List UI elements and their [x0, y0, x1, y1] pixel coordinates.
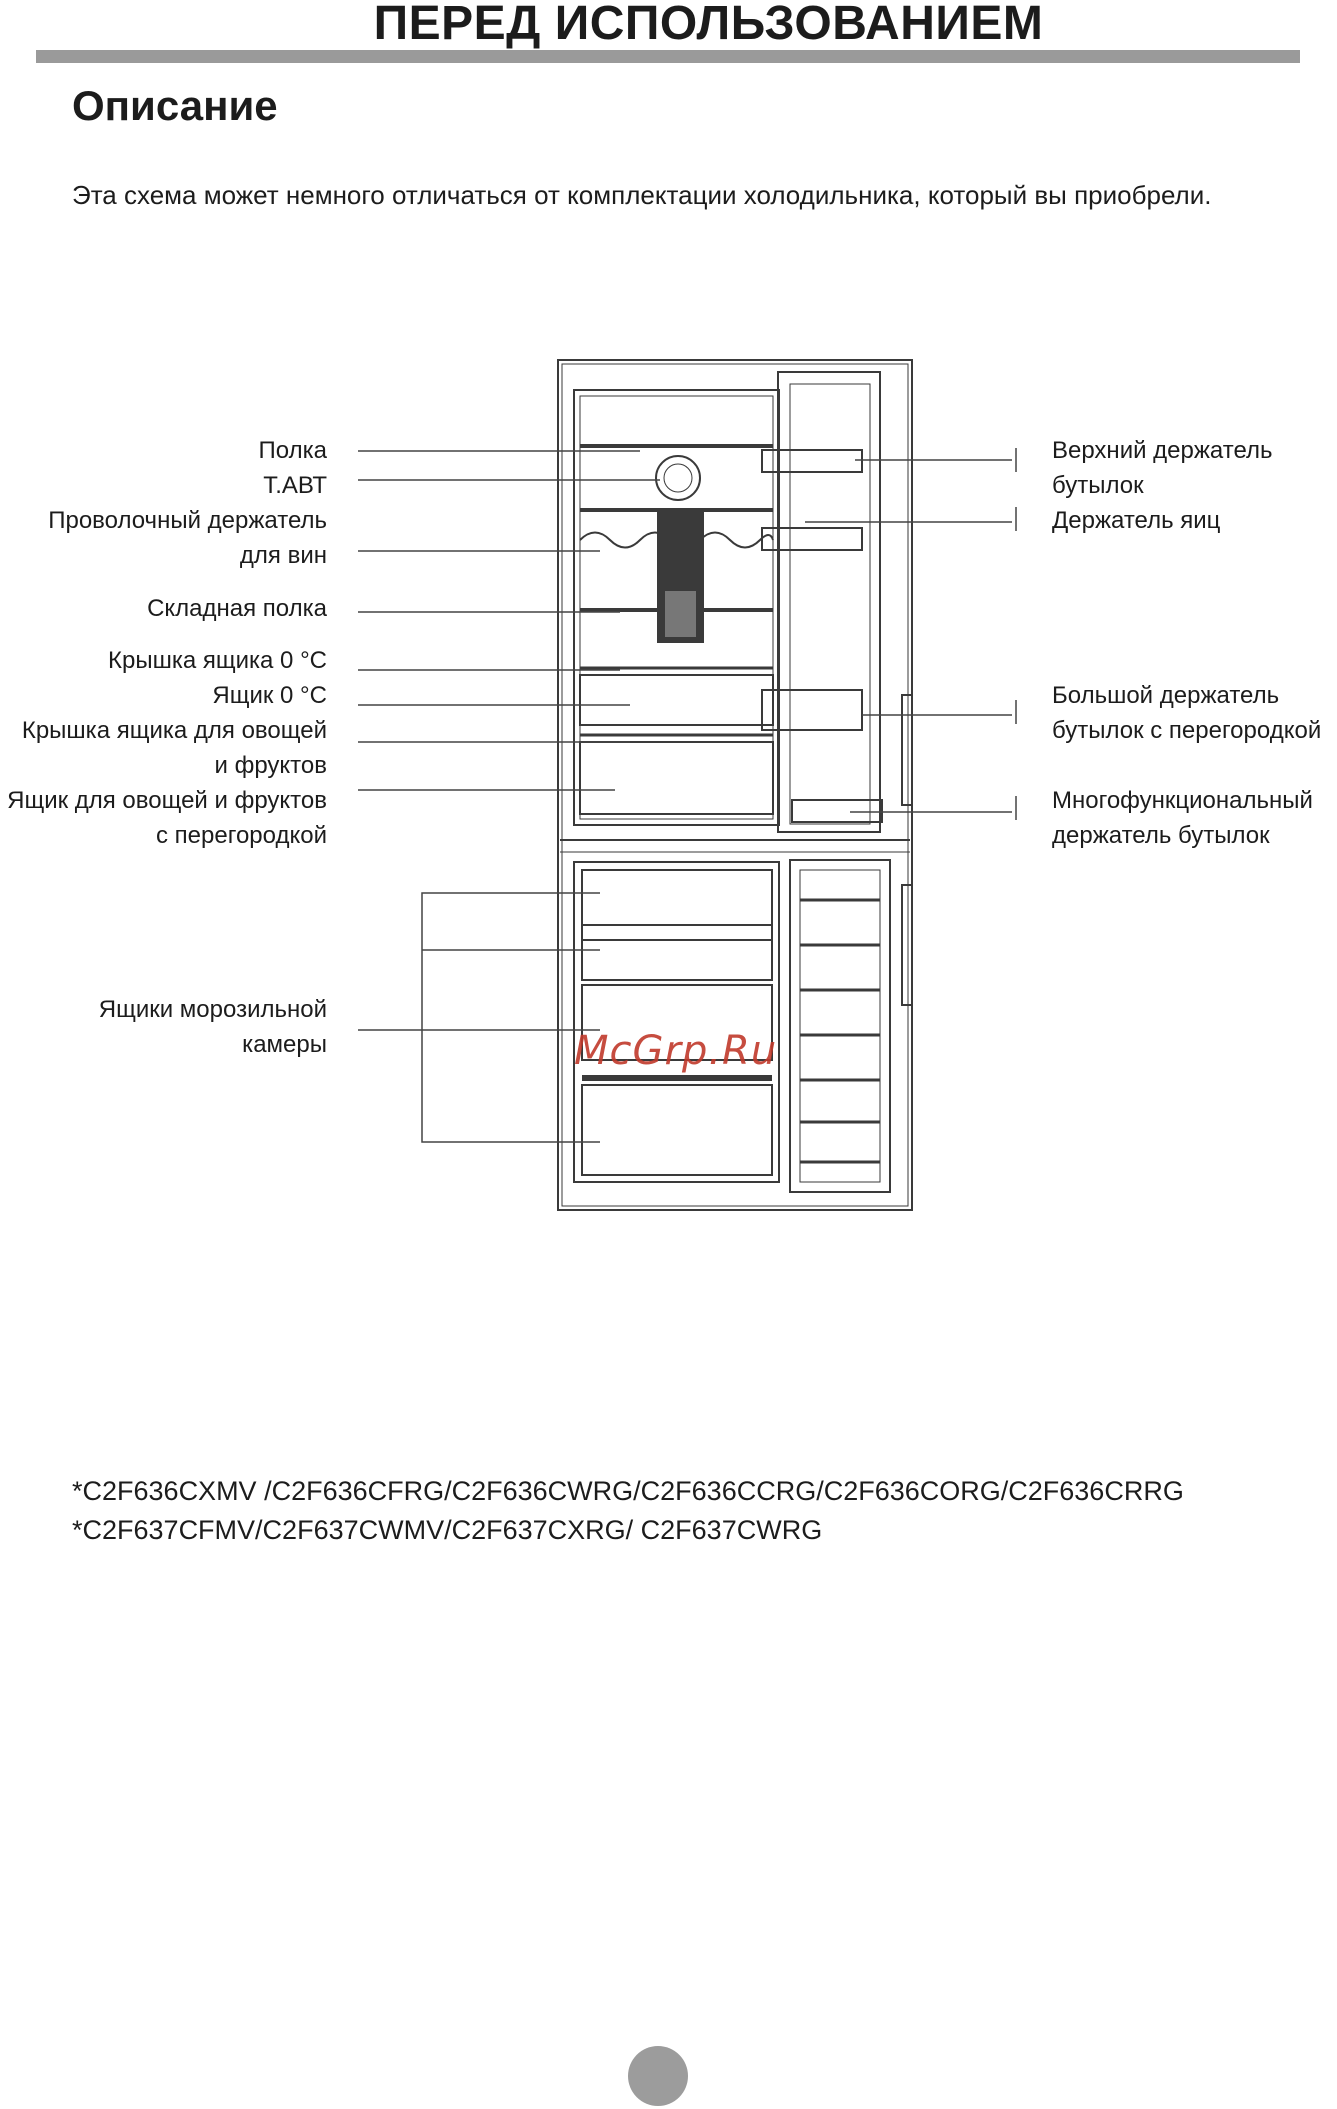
label-folding-shelf: Складная полка — [147, 595, 327, 622]
watermark: McGrp.Ru — [574, 1028, 778, 1074]
label-veg-box-line2: с перегородкой — [156, 822, 327, 849]
label-wine-line2: для вин — [239, 542, 327, 569]
label-shelf: Полка — [258, 437, 327, 464]
label-zero-lid: Крышка ящика 0 °С — [107, 647, 327, 674]
label-multi-bottle-line1: Многофункциональный — [1052, 787, 1313, 814]
intro-text: Эта схема может немного отличаться от комплектации холодильника, который вы приобрели. — [72, 180, 1212, 210]
page-number-dot — [628, 2046, 688, 2106]
model-line-1: *C2F636CXMV /C2F636CFRG/C2F636CWRG/C2F636CCRG/C2F636CORG/C2F636CRRG — [72, 1476, 1184, 1506]
label-top-bottle-line2: бутылок — [1052, 472, 1144, 499]
section-title: Описание — [72, 82, 278, 129]
label-egg-holder: Держатель яиц — [1052, 507, 1221, 534]
model-list — [72, 1472, 1184, 1550]
label-big-bottle-line1: Большой держатель — [1052, 682, 1280, 709]
model-line-2: *C2F637CFMV/C2F637CWMV/C2F637CXRG/ C2F637CWRG — [72, 1515, 823, 1545]
label-multi-bottle-line2: держатель бутылок — [1052, 822, 1270, 849]
label-veg-box-line1: Ящик для овощей и фруктов — [7, 787, 327, 814]
label-top-bottle-line1: Верхний держатель — [1052, 437, 1273, 464]
label-big-bottle-line2: бутылок с перегородкой — [1052, 717, 1322, 744]
page-header-title: ПЕРЕД ИСПОЛЬЗОВАНИЕМ — [373, 0, 1044, 50]
label-veg-lid-line1: Крышка ящика для овощей — [21, 717, 327, 744]
label-wine-line1: Проволочный держатель — [48, 507, 327, 534]
label-tabt: Т.АВТ — [263, 472, 327, 499]
label-zero-box: Ящик 0 °С — [212, 682, 327, 709]
label-freezer-line2: камеры — [242, 1031, 327, 1058]
label-veg-lid-line2: и фруктов — [214, 752, 327, 779]
label-freezer-line1: Ящики морозильной — [98, 996, 327, 1023]
